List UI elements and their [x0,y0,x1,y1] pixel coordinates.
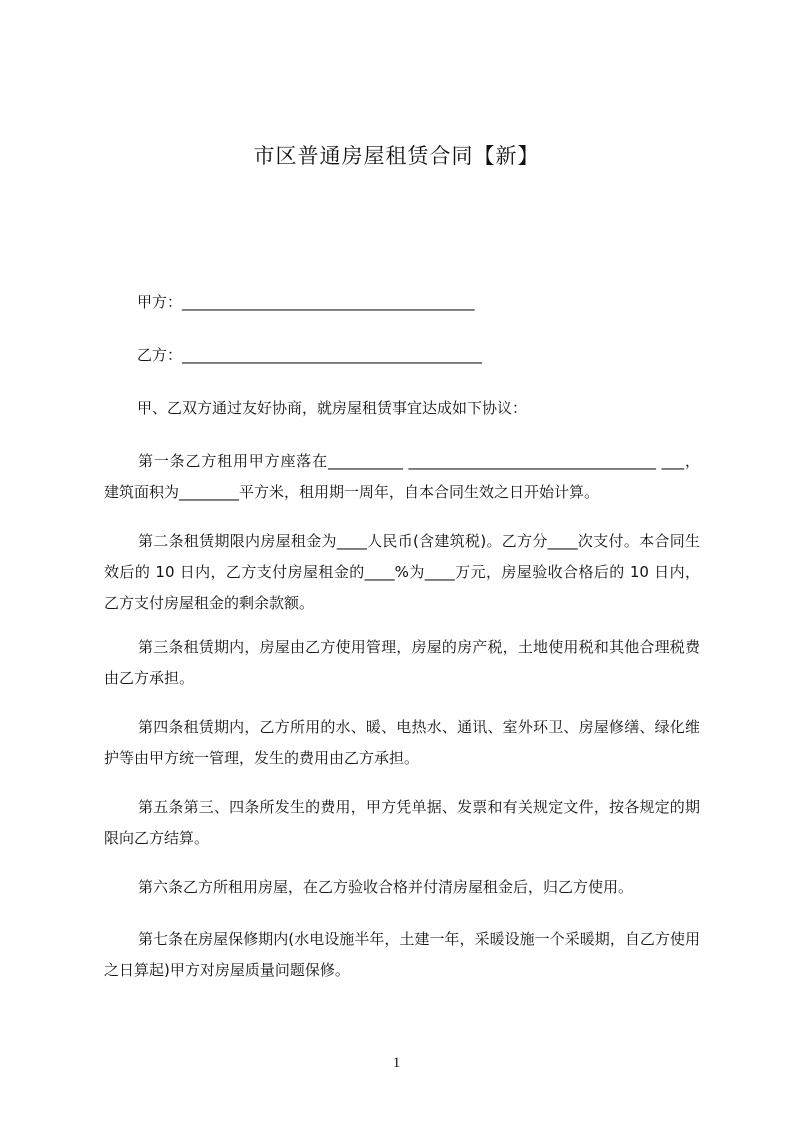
article-5: 第五条第三、四条所发生的费用，甲方凭单据、发票和有关规定文件，按各规定的期限向乙方结算。 [104,798,700,847]
intro-paragraph: 甲、乙双方通过友好协商，就房屋租赁事宜达成如下协议： [137,399,528,417]
article-4: 第四条租赁期内，乙方所用的水、暖、电热水、通讯、室外环卫、房屋修缮、绿化维护等由甲方统一管理，发生的费用由乙方承担。 [104,718,700,767]
document-title: 市区普通房屋租赁合同【新】 [253,144,540,168]
article-3: 第三条租赁期内，房屋由乙方使用管理，房屋的房产税，土地使用税和其他合理税费由乙方承担。 [104,638,700,687]
article-7: 第七条在房屋保修期内(水电设施半年，土建一年，采暖设施一个采暖期，自乙方使用之日算起)甲方对房屋质量问题保修。 [104,930,700,979]
party-b-line: 乙方：________________________________________ [137,346,483,364]
article-1: 第一条乙方租用甲方座落在__________ _________________________________ ___，建筑面积为________平方米，租用期一周年，自本合同生效之日开始计算。 [104,452,700,501]
article-6: 第六条乙方所租用房屋，在乙方验收合格并付清房屋租金后，归乙方使用。 [138,878,634,896]
page-number: 1 [392,1055,401,1071]
party-a-line: 甲方：_______________________________________ [137,293,475,311]
article-2: 第二条租赁期限内房屋租金为____人民币(含建筑税)。乙方分____次支付。本合同生效后的 10 日内，乙方支付房屋租金的____%为____万元，房屋验收合格后的 10 日内，乙方支付房屋租金的剩余款额。 [104,532,700,612]
